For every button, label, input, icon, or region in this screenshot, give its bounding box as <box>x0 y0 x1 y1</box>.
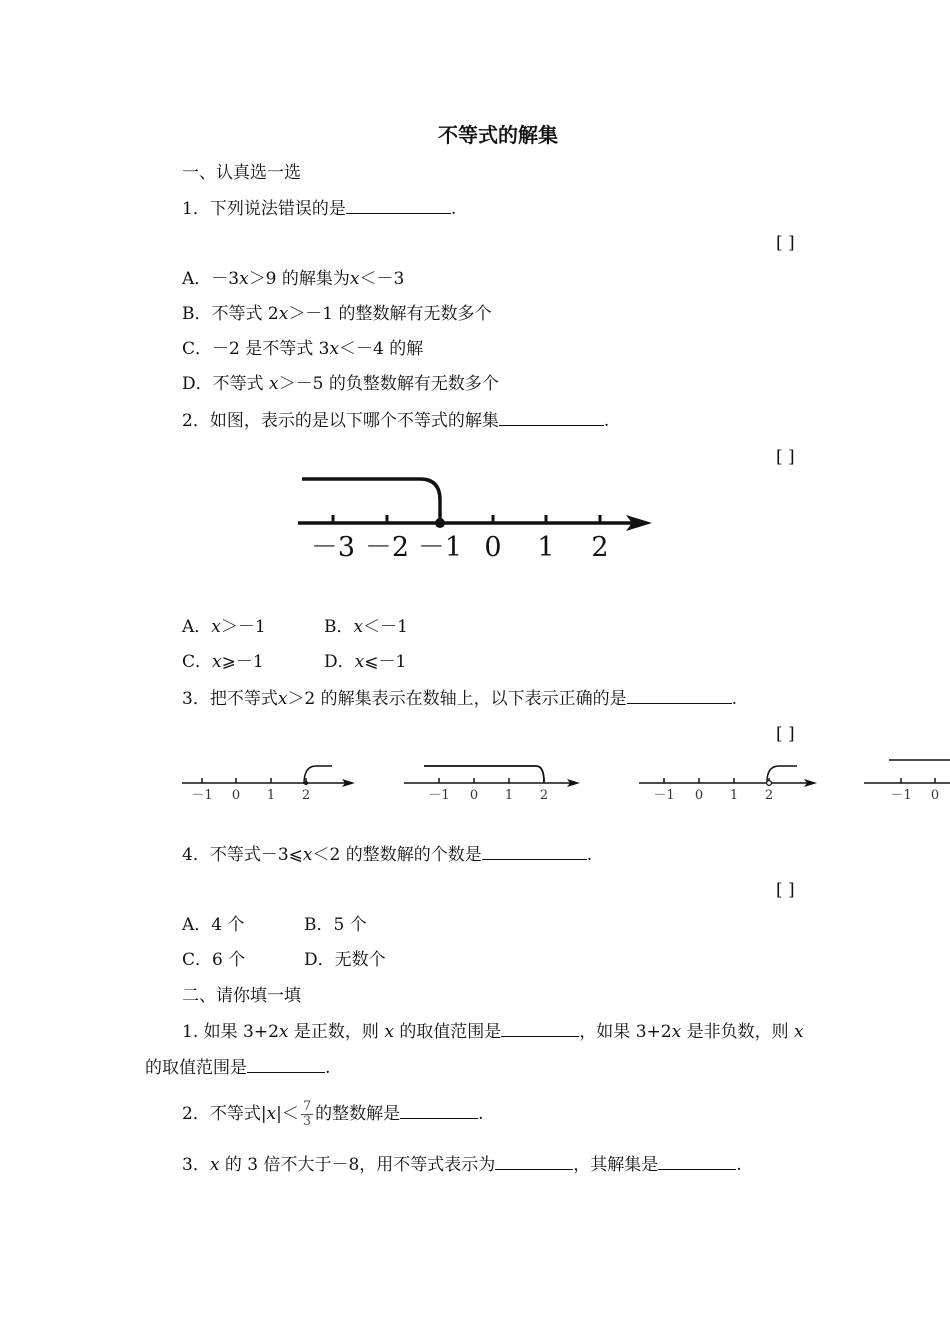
question-1-stem: 1．下列说法错误的是 . <box>182 199 457 219</box>
answer-bracket[interactable]: [ ] <box>776 447 795 467</box>
answer-blank[interactable] <box>627 687 732 704</box>
section-2-heading: 二、请你填一填 <box>182 986 301 1006</box>
option-4c[interactable]: C．6 个 <box>182 950 246 970</box>
tick-label: 1 <box>266 788 276 803</box>
option-2b[interactable]: B．x＜－1 <box>324 617 408 637</box>
answer-bracket[interactable]: [ ] <box>776 724 795 744</box>
answer-blank[interactable] <box>501 1020 579 1037</box>
option-4a[interactable]: A．4 个 <box>182 915 245 935</box>
option-2d[interactable]: D．x⩽－1 <box>324 652 407 672</box>
fill-question-2: 2．不等式|x|＜ $\frac{7}{3}$ 的整数解是 . <box>182 1099 484 1129</box>
tick-label: －1 <box>428 788 450 803</box>
answer-blank[interactable] <box>346 197 451 214</box>
fill-question-1-line-1: 1. 如果 3+2x 是正数，则 x 的取值范围是 ，如果 3+2x 是非负数，则 x <box>182 1022 804 1042</box>
fraction: $\frac{7}{3}$ <box>302 1099 312 1129</box>
answer-blank[interactable] <box>400 1102 478 1119</box>
tick-label: 0 <box>469 788 479 803</box>
tick-label: 0 <box>694 788 704 803</box>
tick-label: 0 <box>930 788 940 803</box>
option-2a[interactable]: A．x＞－1 <box>182 617 266 637</box>
number-line-option-c[interactable] <box>637 758 822 808</box>
tick-label: 2 <box>301 788 311 803</box>
question-2-stem: 2．如图，表示的是以下哪个不等式的解集 . <box>182 411 610 431</box>
fill-question-1-line-2: 的取值范围是 . <box>145 1058 331 1078</box>
page-title: 不等式的解集 <box>438 123 558 147</box>
tick-label: 0 <box>484 532 502 563</box>
option-1b[interactable]: B．不等式 2x＞－1 的整数解有无数多个 <box>182 304 492 324</box>
number-line-figure <box>290 470 660 565</box>
option-4b[interactable]: B．5 个 <box>304 915 367 935</box>
answer-blank[interactable] <box>499 409 604 426</box>
answer-blank[interactable] <box>658 1153 736 1170</box>
option-1c[interactable]: C．－2 是不等式 3x＜－4 的解 <box>182 339 424 359</box>
question-4-stem: 4．不等式－3⩽x＜2 的整数解的个数是 . <box>182 845 593 865</box>
option-1a[interactable]: A．－3x＞9 的解集为x＜－3 <box>182 269 405 289</box>
number-line-option-d[interactable] <box>862 752 950 808</box>
tick-label: －1 <box>191 788 213 803</box>
tick-label: 2 <box>764 788 774 803</box>
tick-label: 2 <box>539 788 549 803</box>
option-4d[interactable]: D．无数个 <box>304 950 386 970</box>
answer-bracket[interactable]: [ ] <box>776 880 795 900</box>
tick-label: －1 <box>653 788 675 803</box>
option-2c[interactable]: C．x⩾－1 <box>182 652 264 672</box>
answer-blank[interactable] <box>247 1056 325 1073</box>
tick-label: －3 <box>310 532 356 563</box>
answer-blank[interactable] <box>495 1153 573 1170</box>
number-line-option-b[interactable] <box>402 758 587 808</box>
solid-endpoint <box>435 518 445 528</box>
tick-label: 1 <box>504 788 514 803</box>
solution-ray <box>302 479 440 522</box>
tick-label: 2 <box>591 532 609 563</box>
question-3-stem: 3．把不等式x＞2 的解集表示在数轴上，以下表示正确的是 . <box>182 689 738 709</box>
tick-label: －1 <box>417 532 463 563</box>
tick-label: －1 <box>890 788 912 803</box>
tick-label: 1 <box>729 788 739 803</box>
option-1d[interactable]: D．不等式 x＞－5 的负整数解有无数多个 <box>182 374 499 394</box>
section-1-heading: 一、认真选一选 <box>182 163 301 183</box>
tick-label: 0 <box>231 788 241 803</box>
answer-blank[interactable] <box>482 843 587 860</box>
fill-question-3: 3．x 的 3 倍不大于－8，用不等式表示为 ，其解集是 . <box>182 1155 742 1175</box>
number-line-option-a[interactable] <box>180 758 360 808</box>
tick-label: －2 <box>364 532 410 563</box>
tick-label: 1 <box>537 532 555 563</box>
answer-bracket[interactable]: [ ] <box>776 233 795 253</box>
